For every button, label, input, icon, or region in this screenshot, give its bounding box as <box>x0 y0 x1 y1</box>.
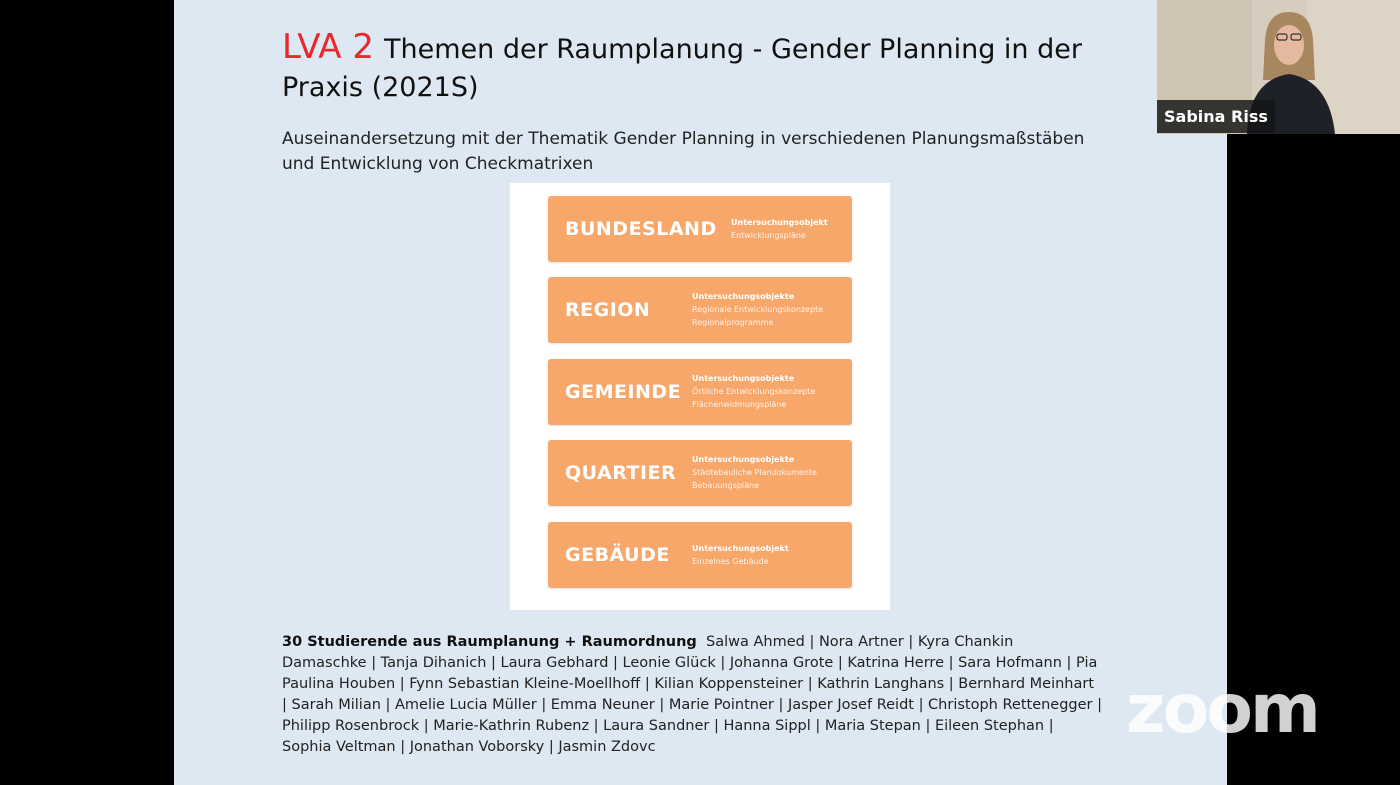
level-line: Städtebauliche Plandokumente <box>692 468 817 477</box>
level-box-bundesland <box>548 196 852 262</box>
level-description <box>731 216 828 242</box>
level-heading: Untersuchungsobjekt <box>692 544 789 553</box>
level-name: QUARTIER <box>565 462 677 484</box>
level-description <box>692 542 789 568</box>
level-heading: Untersuchungsobjekte <box>692 292 795 301</box>
lva-label: LVA 2 <box>282 27 374 67</box>
level-name: REGION <box>565 299 651 321</box>
level-line: Regionalprogramme <box>692 318 774 327</box>
level-description <box>692 453 817 492</box>
level-name: BUNDESLAND <box>565 218 717 240</box>
participant-name-label: Sabina Riss <box>1157 100 1275 133</box>
level-heading: Untersuchungsobjekte <box>692 374 795 383</box>
participant-video-tile[interactable] <box>1157 0 1400 134</box>
level-box-gemeinde <box>548 359 852 425</box>
level-description <box>692 290 823 329</box>
students-label: 30 Studierende aus Raumplanung + Raumordnung <box>282 634 697 650</box>
level-line: Flächenwidmungspläne <box>692 400 787 409</box>
level-line: Örtliche Entwicklungskonzepte <box>692 387 816 396</box>
level-line: Entwicklungspläne <box>731 231 806 240</box>
level-box-quartier <box>548 440 852 506</box>
level-name: GEBÄUDE <box>565 544 670 566</box>
planning-levels-figure <box>510 183 890 610</box>
slide-subtitle: Auseinandersetzung mit der Thematik Gender Planning in verschiedenen Planungsmaßstäben und Entwicklung von Checkmatrixen <box>282 129 1085 174</box>
level-description <box>692 372 815 411</box>
level-line: Regionale Entwicklungskonzepte <box>692 305 824 314</box>
level-box-gebaeude <box>548 522 852 588</box>
level-name: GEMEINDE <box>565 381 682 403</box>
students-credits <box>282 632 1102 758</box>
level-box-region <box>548 277 852 343</box>
slide-title-text: Themen der Raumplanung - Gender Planning in der Praxis (2021S) <box>282 34 1082 103</box>
slide-title <box>282 28 1162 107</box>
zoom-logo-watermark: zoom <box>1126 670 1318 749</box>
presentation-slide <box>174 0 1227 785</box>
students-list: Salwa Ahmed | Nora Artner | Kyra Chankin Damaschke | Tanja Dihanich | Laura Gebhard | Leonie Glück | Johanna Grote | Katrina Herre | Sara Hofmann | Pia Paulina Houben | Fynn Sebastian Kleine-Moellhoff | Kilian Koppensteiner | Kathrin Langhans | Bernhard Meinhart | Sarah Milian | Amelie Lucia Müller | Emma Neuner | Marie Pointner | Jasper Josef Reidt | Christoph Rettenegger | Philipp Rosenbrock | Marie-Kathrin Rubenz | Laura Sandner | Hanna Sippl | Maria Stepan | Eileen Stephan | Sophia Veltman | Jonathan Voborsky | Jasmin Zdovc <box>282 634 1103 755</box>
level-heading: Untersuchungsobjekte <box>692 455 795 464</box>
level-line: Bebauungspläne <box>692 481 760 490</box>
level-heading: Untersuchungsobjekt <box>731 218 828 227</box>
level-line: Einzelnes Gebäude <box>692 557 769 566</box>
